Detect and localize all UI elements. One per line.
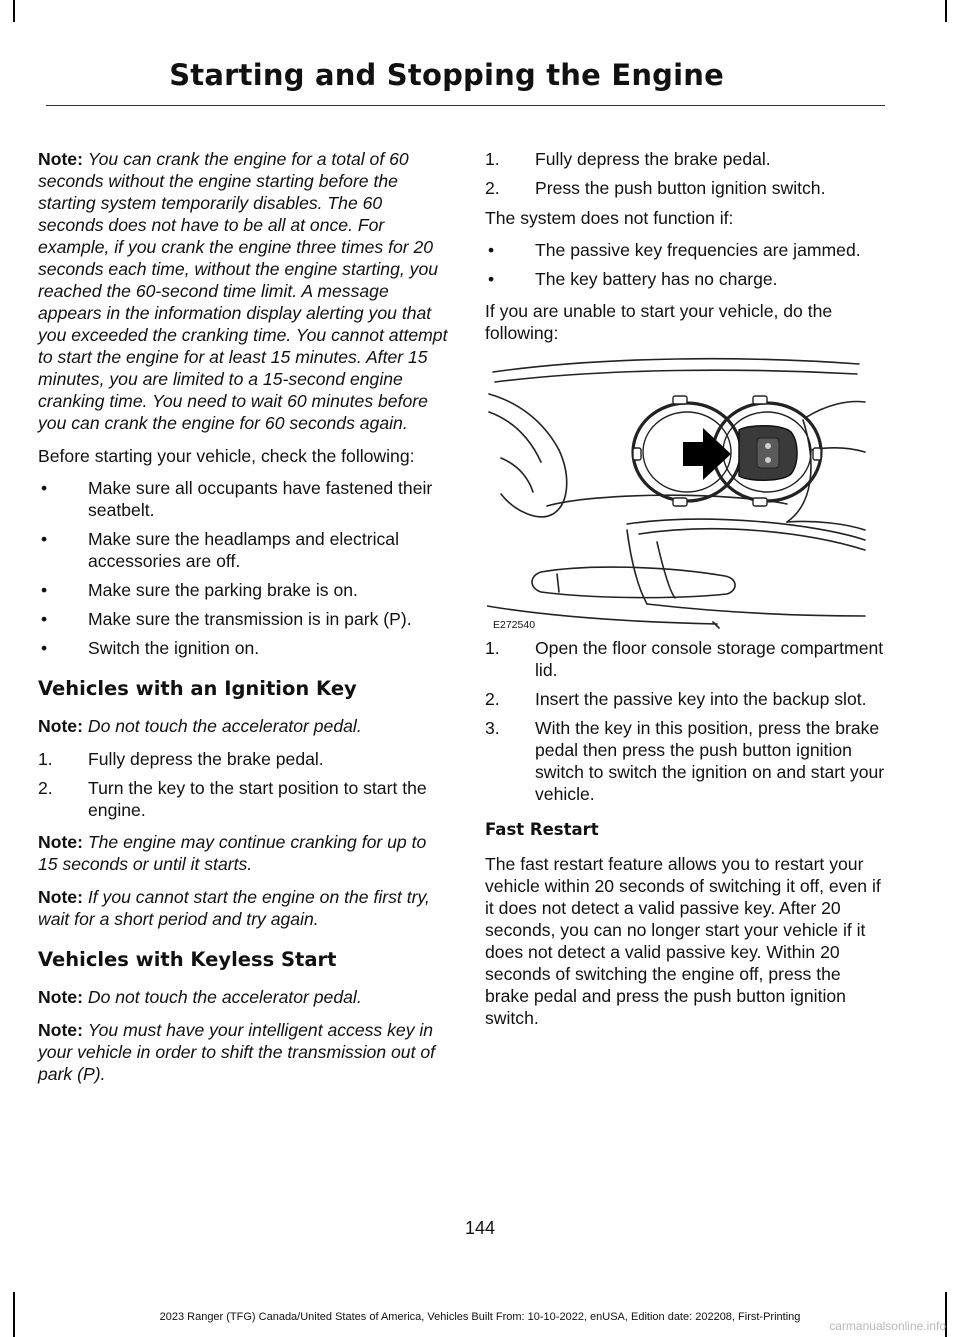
insert-arrow-icon <box>683 428 731 480</box>
step-number: 3. <box>485 718 500 738</box>
note-text: You must have your intelligent access key in your vehicle in order to shift the transmission out of park (P). <box>38 1020 436 1084</box>
bullet-marker: • <box>41 478 48 498</box>
note-continue-cranking <box>38 831 450 875</box>
list-item <box>485 177 885 199</box>
console-drawing <box>487 354 867 629</box>
footer-edition-info: 2023 Ranger (TFG) Canada/United States of America, Vehicles Built From: 10-10-2022, enUSA, Edition date: 202208, First-Printing <box>159 1311 801 1323</box>
figure-id: E272540 <box>493 619 536 631</box>
note-crank-limit <box>38 148 450 434</box>
note-label: Note: <box>38 987 83 1007</box>
note-first-try <box>38 886 450 930</box>
note-label: Note: <box>38 887 83 907</box>
note-label: Note: <box>38 149 83 169</box>
bullet-marker: • <box>41 580 48 600</box>
list-item <box>485 717 885 805</box>
list-item <box>485 637 885 681</box>
note-text: If you cannot start the engine on the first try, wait for a short period and try again. <box>38 887 430 929</box>
list-item <box>485 688 885 710</box>
system-fail-intro: The system does not function if: <box>485 208 734 228</box>
step-number: 1. <box>485 638 500 658</box>
right-column <box>485 148 885 1039</box>
crop-mark-top-left <box>13 0 15 22</box>
list-item-text: Make sure the headlamps and electrical accessories are off. <box>88 529 399 571</box>
list-item <box>485 239 885 261</box>
page-number: 144 <box>464 1218 496 1238</box>
list-item-text: The key battery has no charge. <box>535 269 778 289</box>
watermark: carmanualsonline.info <box>829 1319 946 1333</box>
list-item <box>485 268 885 290</box>
list-item-text: Make sure the transmission is in park (P). <box>88 609 412 629</box>
system-fail-list <box>485 239 885 290</box>
list-item-text: Switch the ignition on. <box>88 638 260 658</box>
list-item-text: Press the push button ignition switch. <box>535 178 826 198</box>
list-item <box>38 528 450 572</box>
key-fob-icon <box>739 426 797 481</box>
note-text: Do not touch the accelerator pedal. <box>87 987 362 1007</box>
list-item-text: Insert the passive key into the backup slot. <box>535 689 867 709</box>
list-item <box>38 777 450 821</box>
bullet-marker: • <box>41 529 48 549</box>
note-intelligent-key <box>38 1019 450 1085</box>
list-item <box>38 637 450 659</box>
list-item-text: Fully depress the brake pedal. <box>535 149 771 169</box>
list-item-text: With the key in this position, press the brake pedal then press the push button ignition switch to switch the ignition on and start your vehicle. <box>535 718 885 804</box>
step-number: 2. <box>485 689 500 709</box>
bullet-marker: • <box>41 638 48 658</box>
bullet-marker: • <box>488 240 495 260</box>
note-accelerator-key <box>38 715 450 737</box>
backup-slot-steps <box>485 637 885 805</box>
note-label: Note: <box>38 1020 83 1040</box>
step-number: 1. <box>485 149 500 169</box>
crop-mark-top-right <box>945 0 947 22</box>
pre-start-checklist <box>38 477 450 659</box>
note-accelerator-keyless <box>38 986 450 1008</box>
list-item-text: Turn the key to the start position to start the engine. <box>88 778 427 820</box>
list-item-text: The passive key frequencies are jammed. <box>535 240 861 260</box>
unable-to-start-intro: If you are unable to start your vehicle, do the following: <box>485 301 833 343</box>
list-item-text: Make sure the parking brake is on. <box>88 580 358 600</box>
list-item-text: Fully depress the brake pedal. <box>88 749 324 769</box>
list-item-text: Make sure all occupants have fastened their seatbelt. <box>88 478 433 520</box>
note-text: The engine may continue cranking for up to 15 seconds or until it starts. <box>38 832 427 874</box>
list-item <box>38 579 450 601</box>
note-label: Note: <box>38 832 83 852</box>
list-item <box>38 477 450 521</box>
list-item <box>485 148 885 170</box>
step-number: 2. <box>38 778 53 798</box>
page-title: Starting and Stopping the Engine <box>169 58 724 92</box>
section-heading-keyless-start: Vehicles with Keyless Start <box>38 948 337 971</box>
step-number: 1. <box>38 749 53 769</box>
fast-restart-text: The fast restart feature allows you to restart your vehicle within 20 seconds of switching it off, even if it does not detect a valid passive key. After 20 seconds, you can no longer start your vehicle if it does not detect a valid passive key. Within 20 seconds of switching the engine off, press the brake pedal and press the push button ignition switch. <box>485 854 881 1028</box>
ignition-key-steps <box>38 748 450 821</box>
note-text: Do not touch the accelerator pedal. <box>87 716 362 736</box>
before-starting-intro: Before starting your vehicle, check the following: <box>38 446 415 466</box>
bullet-marker: • <box>41 609 48 629</box>
title-divider <box>46 105 885 106</box>
list-item <box>38 608 450 630</box>
left-column <box>38 148 450 1096</box>
list-item-text: Open the floor console storage compartment lid. <box>535 638 884 680</box>
section-heading-ignition-key: Vehicles with an Ignition Key <box>38 677 357 700</box>
console-backup-slot-illustration <box>487 354 867 629</box>
note-label: Note: <box>38 716 83 736</box>
step-number: 2. <box>485 178 500 198</box>
note-text: You can crank the engine for a total of 60 seconds without the engine starting before the starting system temporarily disables. The 60 seconds does not have to be all at once. For example, if you crank the engine three times for 20 seconds each time, without the engine starting, you reached the 60-second time limit. A message appears in the information display alerting you that you exceeded the cranking time. You cannot attempt to start the engine for at least 15 minutes. After 15 minutes, you are limited to a 15-second engine cranking time. You need to wait 60 minutes before you can crank the engine for 60 seconds again. <box>38 149 448 433</box>
list-item <box>38 748 450 770</box>
bullet-marker: • <box>488 269 495 289</box>
section-heading-fast-restart: Fast Restart <box>485 820 599 839</box>
keyless-start-steps <box>485 148 885 199</box>
